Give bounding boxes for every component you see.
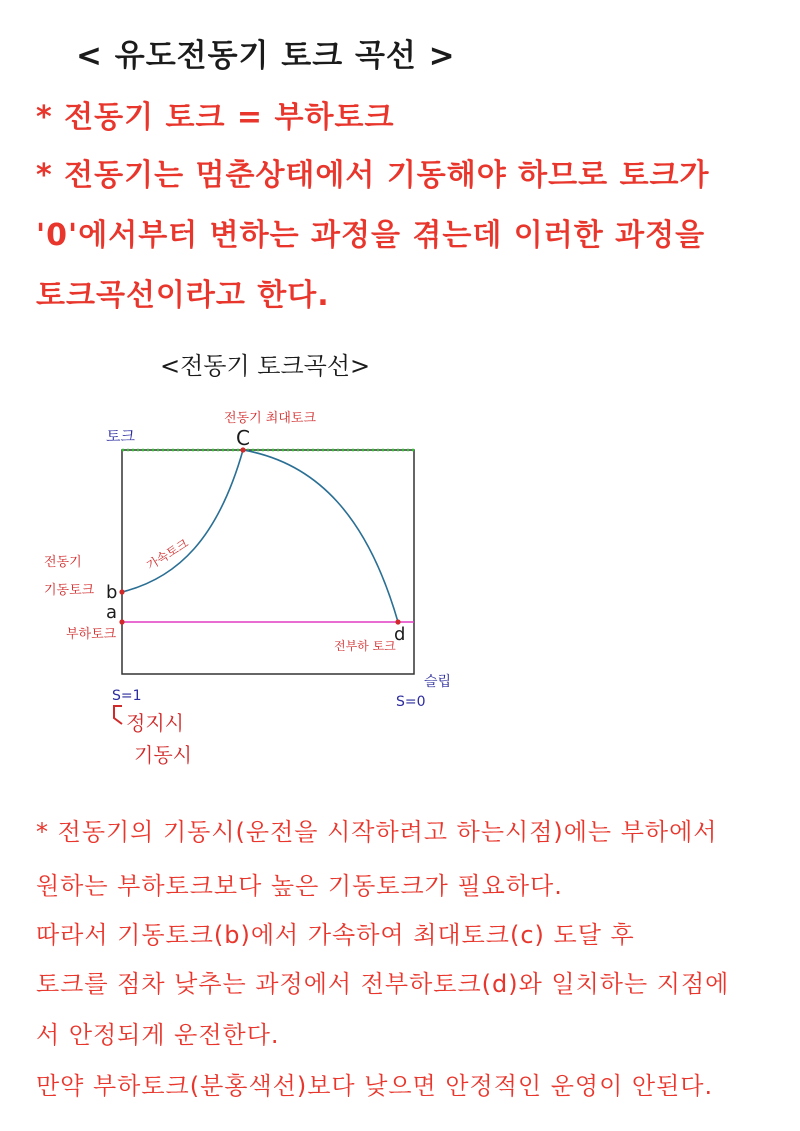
- body-line-4: 토크를 점차 낮추는 과정에서 전부하토크(d)와 일치하는 지점에: [36, 970, 730, 998]
- point-b-label: b: [106, 582, 118, 603]
- start-torque-label-1: 전동기: [44, 555, 82, 570]
- max-torque-label: 전동기 최대토크: [224, 411, 317, 426]
- point-d-label: d: [394, 624, 406, 645]
- point-c-label: C: [236, 426, 250, 450]
- point-a-label: a: [106, 602, 118, 623]
- page-title: < 유도전동기 토크 곡선 >: [76, 38, 456, 74]
- intro-line-1: * 전동기 토크 = 부하토크: [36, 100, 395, 135]
- stop-note-line-1: 정지시: [126, 711, 184, 735]
- figure-title: <전동기 토크곡선>: [160, 352, 371, 380]
- full-load-torque-label: 전부하 토크: [334, 639, 396, 653]
- y-axis-label: 토크: [106, 427, 135, 445]
- intro-line-4: 토크곡선이라고 한다.: [36, 278, 330, 313]
- body-line-1: * 전동기의 기동시(운전을 시작하려고 하는시점)에는 부하에서: [36, 818, 718, 846]
- note-hook-mark: [114, 706, 122, 724]
- s1-label: S=1: [112, 688, 142, 704]
- torque-curve-figure: [38, 338, 466, 718]
- stop-note-line-2: 기동시: [134, 743, 192, 767]
- torque-curve-diagram: [38, 338, 466, 718]
- intro-line-2: * 전동기는 멈춘상태에서 기동해야 하므로 토크가: [36, 158, 710, 193]
- intro-line-3: '0'에서부터 변하는 과정을 겪는데 이러한 과정을: [36, 218, 706, 253]
- point-b-marker: [119, 589, 124, 594]
- point-a-marker: [119, 619, 124, 624]
- stop-note: [100, 700, 220, 780]
- start-torque-label-2: 기동토크: [44, 583, 95, 598]
- torque-curve: [122, 450, 398, 622]
- body-line-2: 원하는 부하토크보다 높은 기동토크가 필요하다.: [36, 872, 563, 900]
- s0-label: S=0: [396, 694, 426, 710]
- body-line-3: 따라서 기동토크(b)에서 가속하여 최대토크(c) 도달 후: [36, 921, 635, 949]
- body-line-6: 만약 부하토크(분홍색선)보다 낮으면 안정적인 운영이 안된다.: [36, 1072, 714, 1100]
- load-torque-label: 부하토크: [66, 627, 117, 642]
- body-line-5: 서 안정되게 운전한다.: [36, 1021, 280, 1049]
- x-axis-label: 슬립: [424, 674, 452, 690]
- accel-torque-label: 가속토크: [144, 536, 191, 573]
